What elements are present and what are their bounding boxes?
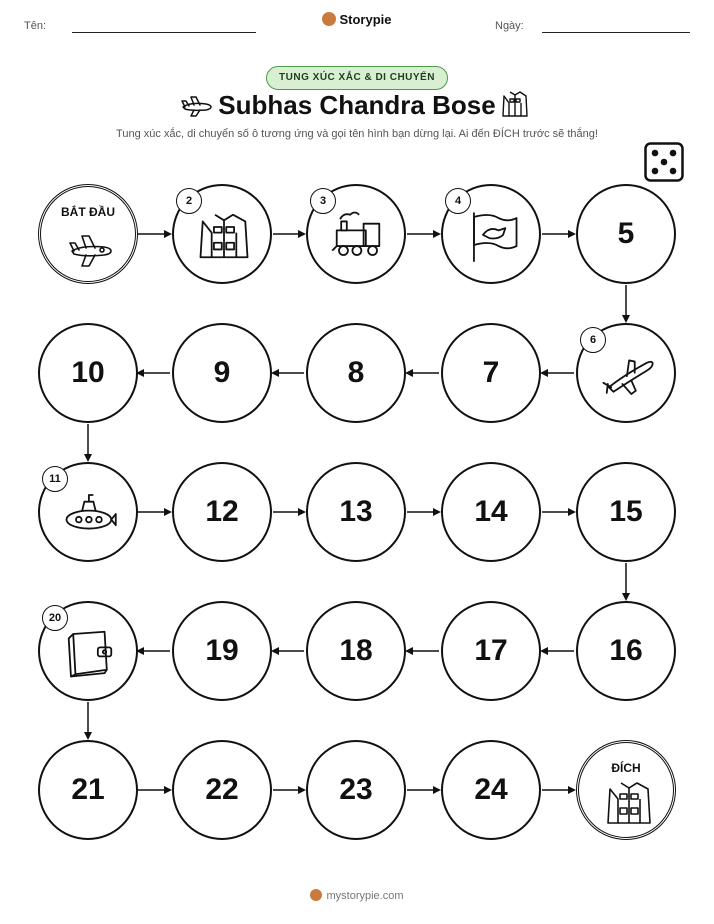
- finish-label: ĐÍCH: [611, 761, 641, 775]
- board-cell-16[interactable]: [576, 601, 676, 701]
- submarine-icon: [62, 486, 118, 542]
- cell-number: 12: [205, 495, 239, 528]
- military-jacket-icon: [196, 208, 252, 264]
- cell-number-badge: 20: [42, 605, 68, 631]
- board-cell-19[interactable]: [172, 601, 272, 701]
- cell-number-badge: 11: [42, 466, 68, 492]
- board-cell-15[interactable]: [576, 462, 676, 562]
- cell-number: 23: [339, 773, 373, 806]
- board-cell-2[interactable]: [172, 184, 272, 284]
- cell-number: 5: [617, 217, 635, 250]
- cell-number: 21: [71, 773, 105, 806]
- board-cell-4[interactable]: [441, 184, 541, 284]
- tiger-flag-icon: [465, 208, 521, 264]
- cell-number: 19: [205, 634, 239, 667]
- cell-number-badge: 4: [445, 188, 471, 214]
- cell-number: 7: [482, 356, 500, 389]
- diary-book-icon: [62, 625, 118, 681]
- cell-number: 8: [347, 356, 365, 389]
- cell-number-badge: 3: [310, 188, 336, 214]
- board-cell-11[interactable]: [38, 462, 138, 562]
- cell-number: 24: [474, 773, 508, 806]
- instructions: Tung xúc xắc, di chuyển số ô tương ứng và gọi tên hình bạn dừng lại. Ai đến ĐÍCH trước sẽ thắng!: [116, 128, 598, 140]
- board-cell-21[interactable]: [38, 740, 138, 840]
- military-jacket-icon: [604, 779, 654, 829]
- board-cell-24[interactable]: [441, 740, 541, 840]
- start-cell[interactable]: [38, 184, 138, 284]
- cell-number: 10: [71, 356, 105, 389]
- board-cell-17[interactable]: [441, 601, 541, 701]
- board-cell-6[interactable]: [576, 323, 676, 423]
- storypie-icon: [310, 889, 322, 901]
- cell-number: 22: [205, 773, 239, 806]
- board-cell-12[interactable]: [172, 462, 272, 562]
- name-label: Tên:: [24, 20, 47, 32]
- cell-number-badge: 6: [580, 327, 606, 353]
- footer-url[interactable]: mystorypie.com: [326, 890, 404, 902]
- board-cell-10[interactable]: [38, 323, 138, 423]
- board-cell-13[interactable]: [306, 462, 406, 562]
- board-cell-14[interactable]: [441, 462, 541, 562]
- start-label: BẮT ĐẦU: [61, 205, 115, 219]
- brand-name: Storypie: [339, 12, 392, 27]
- cell-number: 14: [474, 495, 508, 528]
- board-cell-23[interactable]: [306, 740, 406, 840]
- finish-cell[interactable]: [576, 740, 676, 840]
- cell-number: 15: [609, 495, 643, 528]
- date-label: Ngày:: [495, 20, 524, 32]
- footer: [0, 889, 714, 902]
- cell-number: 13: [339, 495, 373, 528]
- airplane-icon: [66, 223, 116, 273]
- board-cell-7[interactable]: [441, 323, 541, 423]
- steam-train-icon: [330, 208, 386, 264]
- cell-number: 18: [339, 634, 373, 667]
- cell-number: 17: [474, 634, 508, 667]
- board-cell-18[interactable]: [306, 601, 406, 701]
- board-cell-3[interactable]: [306, 184, 406, 284]
- page-title: Subhas Chandra Bose: [218, 90, 496, 120]
- board-cell-9[interactable]: [172, 323, 272, 423]
- cell-number-badge: 2: [176, 188, 202, 214]
- board-cell-5[interactable]: [576, 184, 676, 284]
- board-cell-20[interactable]: [38, 601, 138, 701]
- board-cell-22[interactable]: [172, 740, 272, 840]
- cell-number: 16: [609, 634, 643, 667]
- cell-number: 9: [213, 356, 231, 389]
- activity-type-pill: TUNG XÚC XẮC & DI CHUYỂN: [266, 66, 448, 90]
- airplane-icon: [600, 347, 656, 403]
- board-cell-8[interactable]: [306, 323, 406, 423]
